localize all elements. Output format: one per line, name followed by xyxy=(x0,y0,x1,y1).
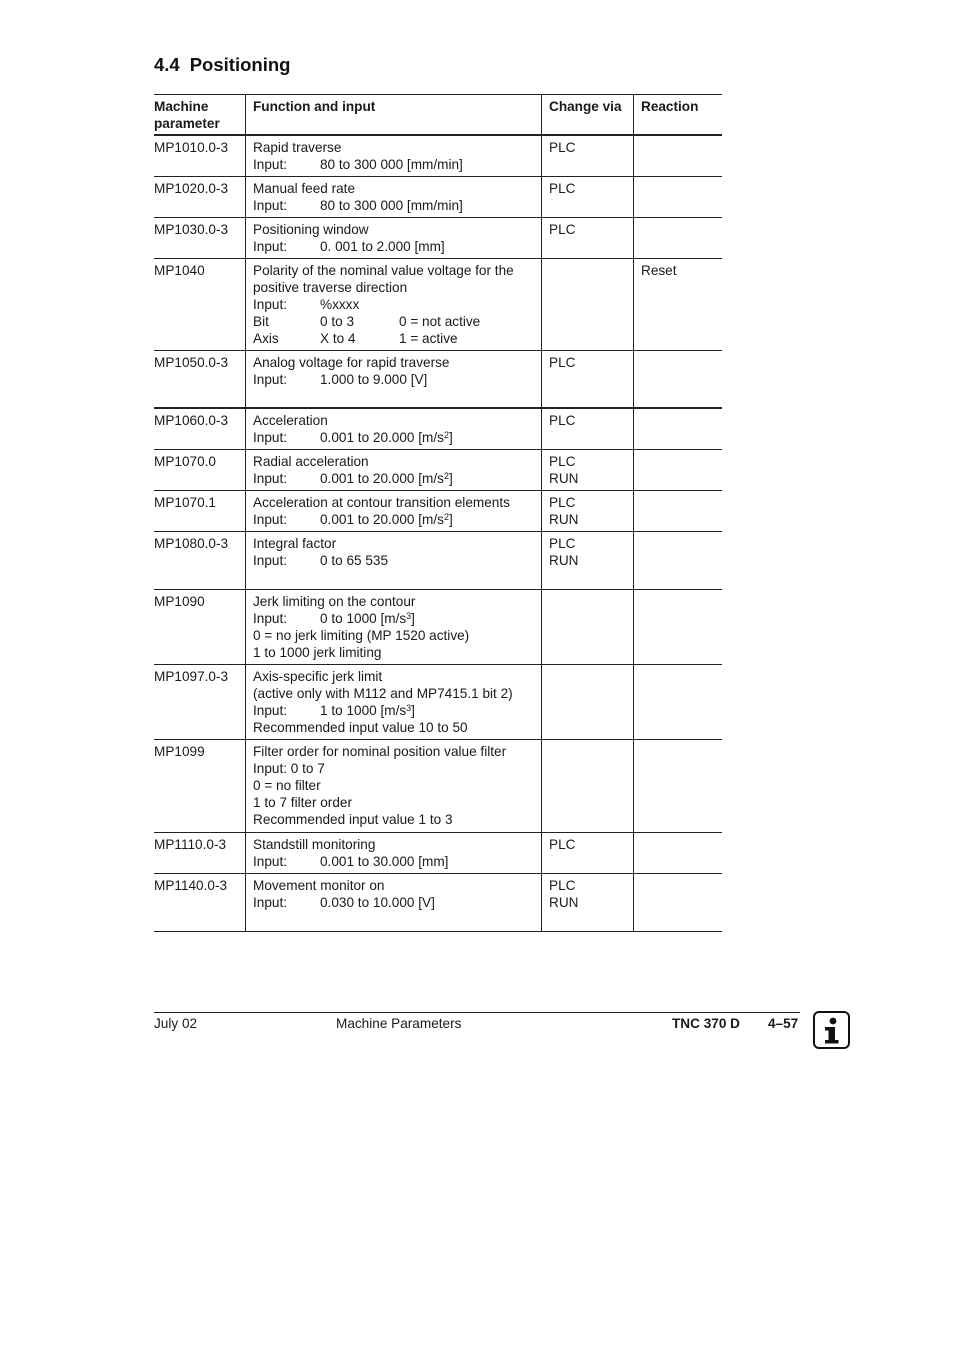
function-cell: Analog voltage for rapid traverse Input: 1.000 to 9.000 [V] xyxy=(246,350,542,408)
param-cell: MP1080.0-3 xyxy=(154,535,229,551)
change-cell xyxy=(542,664,634,739)
param-cell: MP1040 xyxy=(154,262,205,278)
footer-section: Machine Parameters xyxy=(336,1016,462,1031)
function-cell: Polarity of the nominal value voltage for the positive traverse direction Input: %xxxx Bit 0 to 3 0 = not active Axis X to 4 1 = active xyxy=(246,258,542,350)
function-cell: Radial acceleration Input: 0.001 to 20.000 $[m/s^2]$ xyxy=(246,449,542,490)
reaction-cell xyxy=(634,664,723,739)
param-cell: MP1090 xyxy=(154,593,205,609)
table-row xyxy=(154,449,722,490)
reaction-cell xyxy=(634,739,723,832)
table-row xyxy=(154,531,722,589)
reaction-cell xyxy=(634,350,723,408)
function-cell: Integral factor Input: 0 to 65 535 xyxy=(246,531,542,589)
param-cell: MP1097.0-3 xyxy=(154,668,229,684)
param-cell: MP1140.0-3 xyxy=(154,877,228,893)
change-cell: PLC xyxy=(542,217,634,258)
table-row xyxy=(154,258,722,350)
info-icon xyxy=(813,1011,850,1049)
change-cell xyxy=(542,739,634,832)
section-heading xyxy=(154,54,300,76)
table-row xyxy=(154,739,722,832)
table-row xyxy=(154,408,722,449)
header-function-input: Function and input xyxy=(246,95,542,136)
table-row xyxy=(154,664,722,739)
change-cell: PLC xyxy=(542,176,634,217)
reaction-cell xyxy=(634,589,723,664)
table-header-row xyxy=(154,95,722,136)
function-cell: Positioning window Input: 0. 001 to 2.000 [mm] xyxy=(246,217,542,258)
param-cell: MP1030.0-3 xyxy=(154,221,229,237)
table-row xyxy=(154,135,722,176)
reaction-cell xyxy=(634,490,723,531)
param-cell: MP1099 xyxy=(154,743,205,759)
change-cell: PLC RUN xyxy=(542,490,634,531)
param-cell: MP1110.0-3 xyxy=(154,836,227,852)
header-reaction: Reaction xyxy=(634,95,723,136)
function-cell: Movement monitor on Input: 0.030 to 10.000 [V] xyxy=(246,873,542,931)
footer-page-number: 4–57 xyxy=(768,1016,799,1031)
reaction-cell xyxy=(634,873,723,931)
function-cell: Rapid traverse Input: 80 to 300 000 [mm/min] xyxy=(246,135,542,176)
reaction-cell xyxy=(634,531,723,589)
param-cell: MP1060.0-3 xyxy=(154,413,229,428)
footer-divider xyxy=(154,1012,800,1013)
reaction-cell xyxy=(634,449,723,490)
table-row xyxy=(154,176,722,217)
change-cell xyxy=(542,589,634,664)
footer-product: TNC 370 D xyxy=(672,1016,740,1031)
reaction-cell xyxy=(634,832,723,873)
param-cell: MP1010.0-3 xyxy=(154,140,229,155)
reaction-cell xyxy=(634,408,723,449)
param-cell: MP1050.0-3 xyxy=(154,354,229,370)
change-cell: PLC RUN xyxy=(542,873,634,931)
change-cell xyxy=(542,258,634,350)
function-cell: Manual feed rate Input: 80 to 300 000 [mm/min] xyxy=(246,176,542,217)
header-change-via: Change via xyxy=(542,95,634,136)
section-title: Positioning xyxy=(189,54,291,75)
function-cell: Filter order for nominal position value filter Input: 0 to 7 0 = no filter 1 to 7 filter order Recommended input value 1 to 3 xyxy=(246,739,542,832)
param-cell: MP1070.0 xyxy=(154,453,216,469)
table-row xyxy=(154,589,722,664)
change-cell: PLC xyxy=(542,135,634,176)
function-cell: Jerk limiting on the contour Input: 0 to 1000 $[m/s^3]$ 0 = no jerk limiting (MP 1520 active) 1 to 1000 jerk limiting xyxy=(246,589,542,664)
reaction-cell xyxy=(634,176,723,217)
function-cell: Acceleration at contour transition elements Input: 0.001 to 20.000 $[m/s^2]$ xyxy=(246,490,542,531)
param-cell: MP1020.0-3 xyxy=(154,180,229,196)
section-number: 4.4 xyxy=(154,54,180,75)
reaction-cell xyxy=(634,135,723,176)
function-cell: Acceleration Input: 0.001 to 20.000 $[m/s^2]$ xyxy=(246,408,542,449)
function-cell: Axis-specific jerk limit (active only with M112 and MP7415.1 bit 2) Input: 1 to 1000 $[m/s^3]$ Recommended input value 10 to 50 xyxy=(246,664,542,739)
change-cell: PLC xyxy=(542,832,634,873)
header-machine-parameter: Machine parameter xyxy=(154,99,220,131)
table-row xyxy=(154,873,722,931)
change-cell: PLC xyxy=(542,350,634,408)
change-cell: PLC RUN xyxy=(542,449,634,490)
change-cell: PLC RUN xyxy=(542,531,634,589)
function-cell: Standstill monitoring Input: 0.001 to 30.000 [mm] xyxy=(246,832,542,873)
footer-date: July 02 xyxy=(154,1016,198,1031)
table-row xyxy=(154,350,722,408)
change-cell: PLC xyxy=(542,408,634,449)
table-row xyxy=(154,832,722,873)
table-row xyxy=(154,217,722,258)
param-cell: MP1070.1 xyxy=(154,494,216,510)
reaction-cell: Reset xyxy=(634,258,723,350)
machine-parameter-table xyxy=(154,94,722,932)
reaction-cell xyxy=(634,217,723,258)
table-row xyxy=(154,490,722,531)
